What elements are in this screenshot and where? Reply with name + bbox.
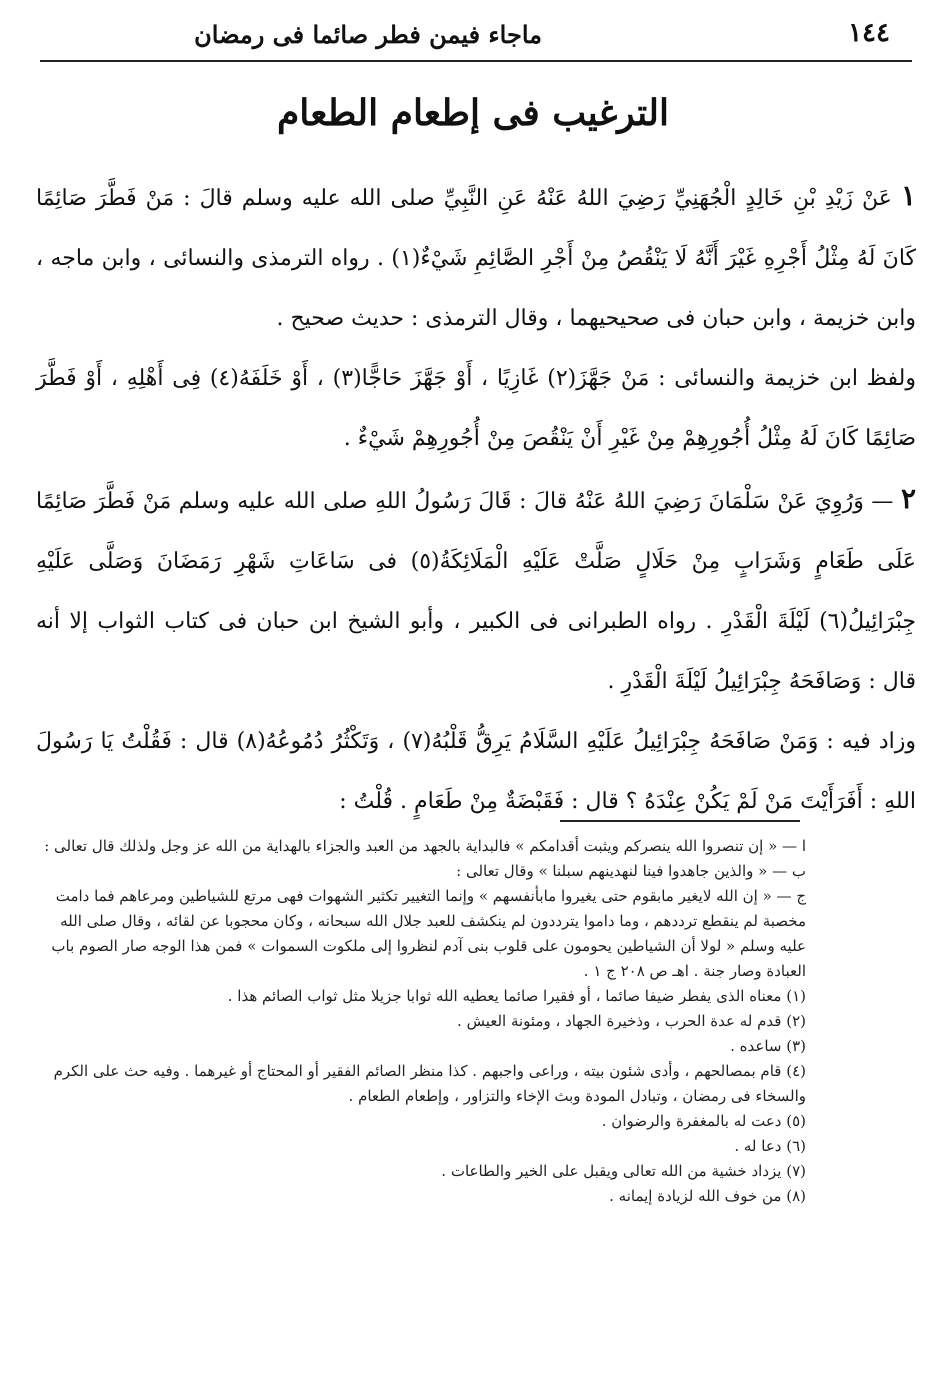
hadith-1 (36, 166, 916, 349)
footnote: ا — « إن تنصروا الله ينصركم ويثبت أقدامكم » فالبداية بالجهد من العبد والجزاء بالهداية من الله عز وجل ولذلك قال تعالى : (44, 837, 806, 855)
footnote: (٣) ساعده . (730, 1037, 806, 1055)
footnote: (٨) من خوف الله لزيادة إيمانه . (609, 1187, 806, 1205)
running-title: ماجاء فيمن فطر صائما فى رمضان (194, 20, 542, 49)
hadith-2-addition: وزاد فيه : وَمَنْ صَافَحَهُ جِبْرَائِيلُ عَلَيْهِ السَّلَامُ يَرِقُّ قَلْبُهُ(٧) ، وَتَكْثُرُ دُمُوعُهُ(٨) قال : فَقُلْتُ يَا رَسُولَ اللهِ : أَفَرَأَيْتَ مَنْ لَمْ يَكُنْ عِنْدَهُ ؟ قال : فَقَبْضَةٌ مِنْ طَعَامٍ . قُلْتُ : (36, 729, 916, 814)
header-rule (40, 60, 912, 62)
section-title: الترغيب فى إطعام الطعام (277, 92, 669, 134)
footnote-rule (560, 820, 800, 822)
footnotes (36, 834, 806, 1209)
hadith-number: ١ (900, 179, 916, 212)
footnote: (٥) دعت له بالمغفرة والرضوان . (601, 1112, 806, 1130)
page-header (40, 14, 912, 56)
hadith-number: ٢ (900, 482, 916, 515)
footnote: (١) معناه الذى يفطر ضيفا صائما ، أو فقيرا صائما يعطيه الله ثوابا جزيلا مثل ثواب الصائم هذا . (227, 987, 806, 1005)
footnote: (٢) قدم له عدة الحرب ، وذخيرة الجهاد ، ومئونة العيش . (457, 1012, 806, 1030)
footnote: (٤) قام بمصالحهم ، وأدى شئون بيته ، وراعى واجبهم . كذا منظر الصائم الفقير أو المحتاج أو غيرهما . وفيه حث على الكرم والسخاء فى رمضان ، وتبادل المودة وبث الإخاء والتزاور ، وإطعام الطعام . (53, 1062, 806, 1105)
footnote: ج — « إن الله لايغير مابقوم حتى يغيروا مابأنفسهم » وإنما التغيير تكثير الشهوات فهى مرتع للشياطين ومرعاهم فما دامت مخصبة لم ينقطع ترددهم ، وما داموا يترددون لم ينكشف للعبد جلال الله سبحانه ، وكان محجوبا عن لقائه ، وقال صلى الله عليه وسلم « لولا أن الشياطين يحومون على قلوب بنى آدم لنظروا إلى ملكوت السموات » فمن هذا الوجه صار الصوم باب العبادة وصار جنة . اهـ ص ٢٠٨ ج ١ . (51, 887, 806, 980)
page-number: ١٤٤ (848, 18, 890, 48)
footnote: (٧) يزداد خشية من الله تعالى ويقبل على الخير والطاعات . (441, 1162, 806, 1180)
hadith-2 (36, 469, 916, 712)
hadith-text: عَنْ زَيْدِ بْنِ خَالِدٍ الْجُهَنِيِّ رَضِيَ اللهُ عَنْهُ عَنِ النَّبِيِّ صلى الله عليه وسلم قالَ : مَنْ فَطَّرَ صَائِمًا كَانَ لَهُ مِثْلُ أَجْرِهِ غَيْرَ أَنَّهُ لَا يَنْقُصُ مِنْ أَجْرِ الصَّائِمِ شَيْءٌ(١) . رواه الترمذى والنسائى ، وابن ماجه ، وابن خزيمة ، وابن حبان فى صحيحيهما ، وقال الترمذى : حديث صحيح . (36, 186, 916, 331)
hadith-1-variant: ولفظ ابن خزيمة والنسائى : مَنْ جَهَّزَ(٢) غَازِيًا ، أَوْ جَهَّزَ حَاجًّا(٣) ، أَوْ خَلَفَهُ(٤) فِى أَهْلِهِ ، أَوْ فَطَّرَ صَائِمًا كَانَ لَهُ مِثْلُ أُجُورِهِمْ مِنْ غَيْرِ أَنْ يَنْقُصَ مِنْ أُجُورِهِمْ شَيْءٌ . (36, 366, 916, 451)
hadith-text: — وَرُوِيَ عَنْ سَلْمَانَ رَضِيَ اللهُ عَنْهُ قالَ : قَالَ رَسُولُ اللهِ صلى الله عليه وسلم مَنْ فَطَّرَ صَائِمًا عَلَى طَعَامٍ وَشَرَابٍ مِنْ حَلَالٍ صَلَّتْ عَلَيْهِ الْمَلَائِكَةُ(٥) فى سَاعَاتِ شَهْرِ رَمَضَانَ وَصَلَّى عَلَيْهِ جِبْرَائِيلُ(٦) لَيْلَةَ الْقَدْرِ . رواه الطبرانى فى الكبير ، وأبو الشيخ ابن حبان فى كتاب الثواب إلا أنه قال : وَصَافَحَهُ جِبْرَائِيلُ لَيْلَةَ الْقَدْرِ . (36, 489, 916, 694)
footnote: ب — « والذين جاهدوا فينا لنهدينهم سبلنا » وقال تعالى : (456, 862, 806, 880)
main-text (36, 166, 916, 832)
footnote: (٦) دعا له . (734, 1137, 806, 1155)
